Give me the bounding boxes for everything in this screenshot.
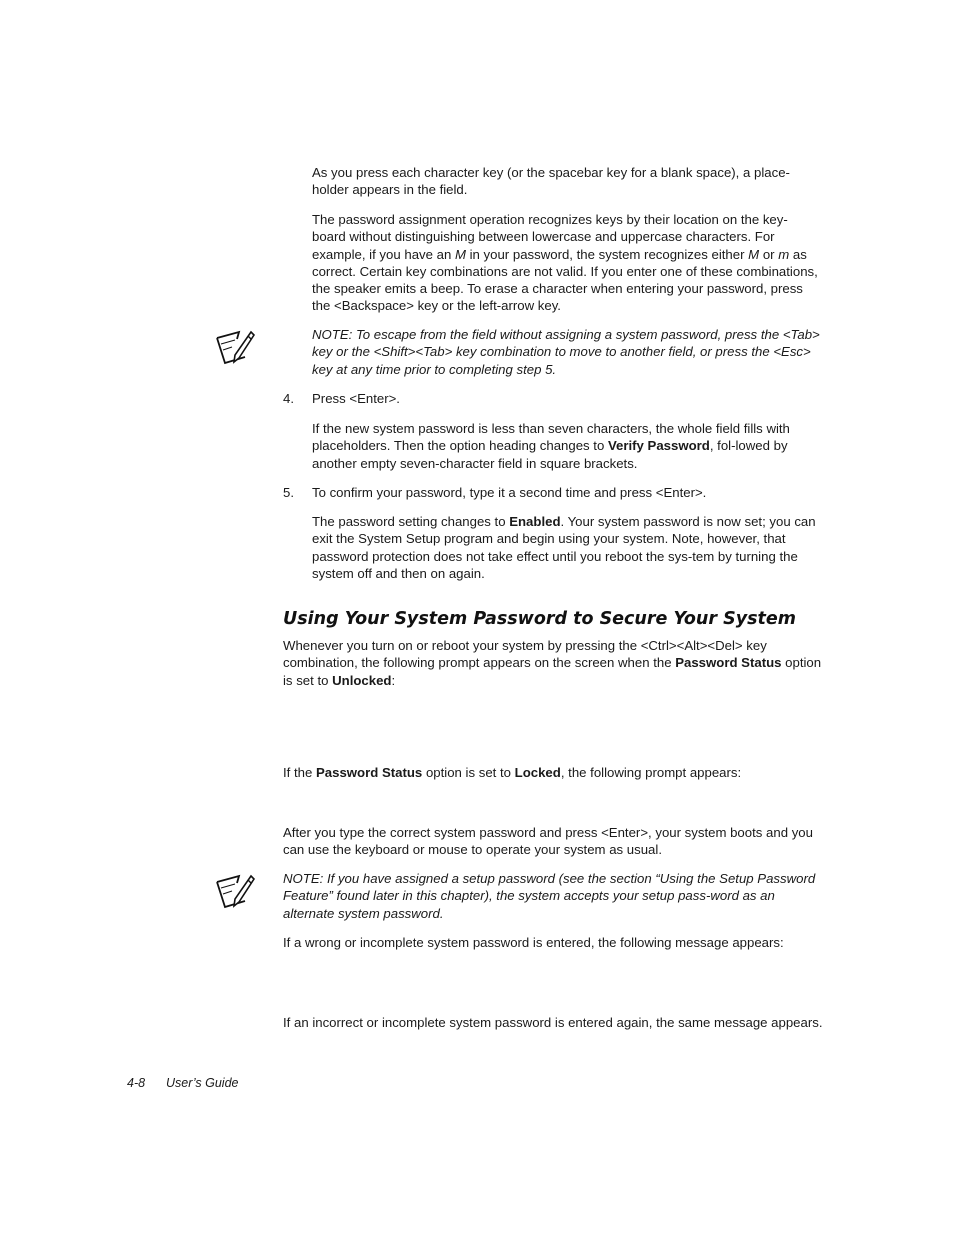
note-pencil-icon (215, 330, 255, 366)
step-4-number: 4. (283, 391, 294, 406)
paragraph-incorrect-again: If an incorrect or incomplete system password is entered again, the same message appears. (283, 1015, 823, 1030)
paragraph-verify-password: If the new system password is less than seven characters, the whole field fills with placeholders. Then the option heading changes to Verify Password, fol-lowed by another empty seven-character field in square brackets. (312, 421, 790, 471)
paragraph-key-recognition: The password assignment operation recognizes keys by their location on the key-board without distinguishing between lowercase and uppercase characters. For example, if you have an M in your password, the system recognizes either M or m as correct. Certain key combinations are not valid. If you enter one of these combinations, the speaker emits a beep. To erase a character when entering your password, press the <Backspace> key or the left-arrow key. (312, 212, 818, 314)
step-4-text: Press <Enter>. (312, 391, 400, 406)
paragraph-wrong-password: If a wrong or incomplete system password is entered, the following message appears: (283, 935, 784, 950)
step-5-text: To confirm your password, type it a second time and press <Enter>. (312, 485, 707, 500)
footer-page-number: 4-8 (127, 1076, 146, 1090)
section-heading: Using Your System Password to Secure Your System (283, 609, 796, 629)
paragraph-placeholder: As you press each character key (or the spacebar key for a blank space), a place-holder appears in the field. (312, 165, 790, 198)
note-pencil-icon (215, 874, 255, 910)
paragraph-correct-password: After you type the correct system password and press <Enter>, your system boots and you can use the keyboard or mouse to operate your system as usual. (283, 825, 813, 858)
note-setup-password: NOTE: If you have assigned a setup password (see the section “Using the Setup Password Feature” found later in this chapter), the system accepts your setup pass-word as an alternate system password. (283, 871, 816, 921)
paragraph-unlocked-prompt: Whenever you turn on or reboot your system by pressing the <Ctrl><Alt><Del> key combination, the following prompt appears on the screen when the Password Status option is set to Unlocked: (283, 638, 822, 688)
note-escape-field: NOTE: To escape from the field without assigning a system password, press the <Tab> key or the <Shift><Tab> key combination to move to another field, or press the <Esc> key at any time prior to completing step 5. (312, 327, 820, 377)
paragraph-locked-prompt: If the Password Status option is set to Locked, the following prompt appears: (283, 765, 742, 780)
paragraph-enabled: The password setting changes to Enabled. Your system password is now set; you can exit the System Setup program and begin using your system. Note, however, that password protection does not take effect until you reboot the sys-tem by turning the system off and then on again. (312, 514, 816, 581)
step-5-number: 5. (283, 485, 294, 500)
footer-title: User’s Guide (166, 1076, 239, 1090)
